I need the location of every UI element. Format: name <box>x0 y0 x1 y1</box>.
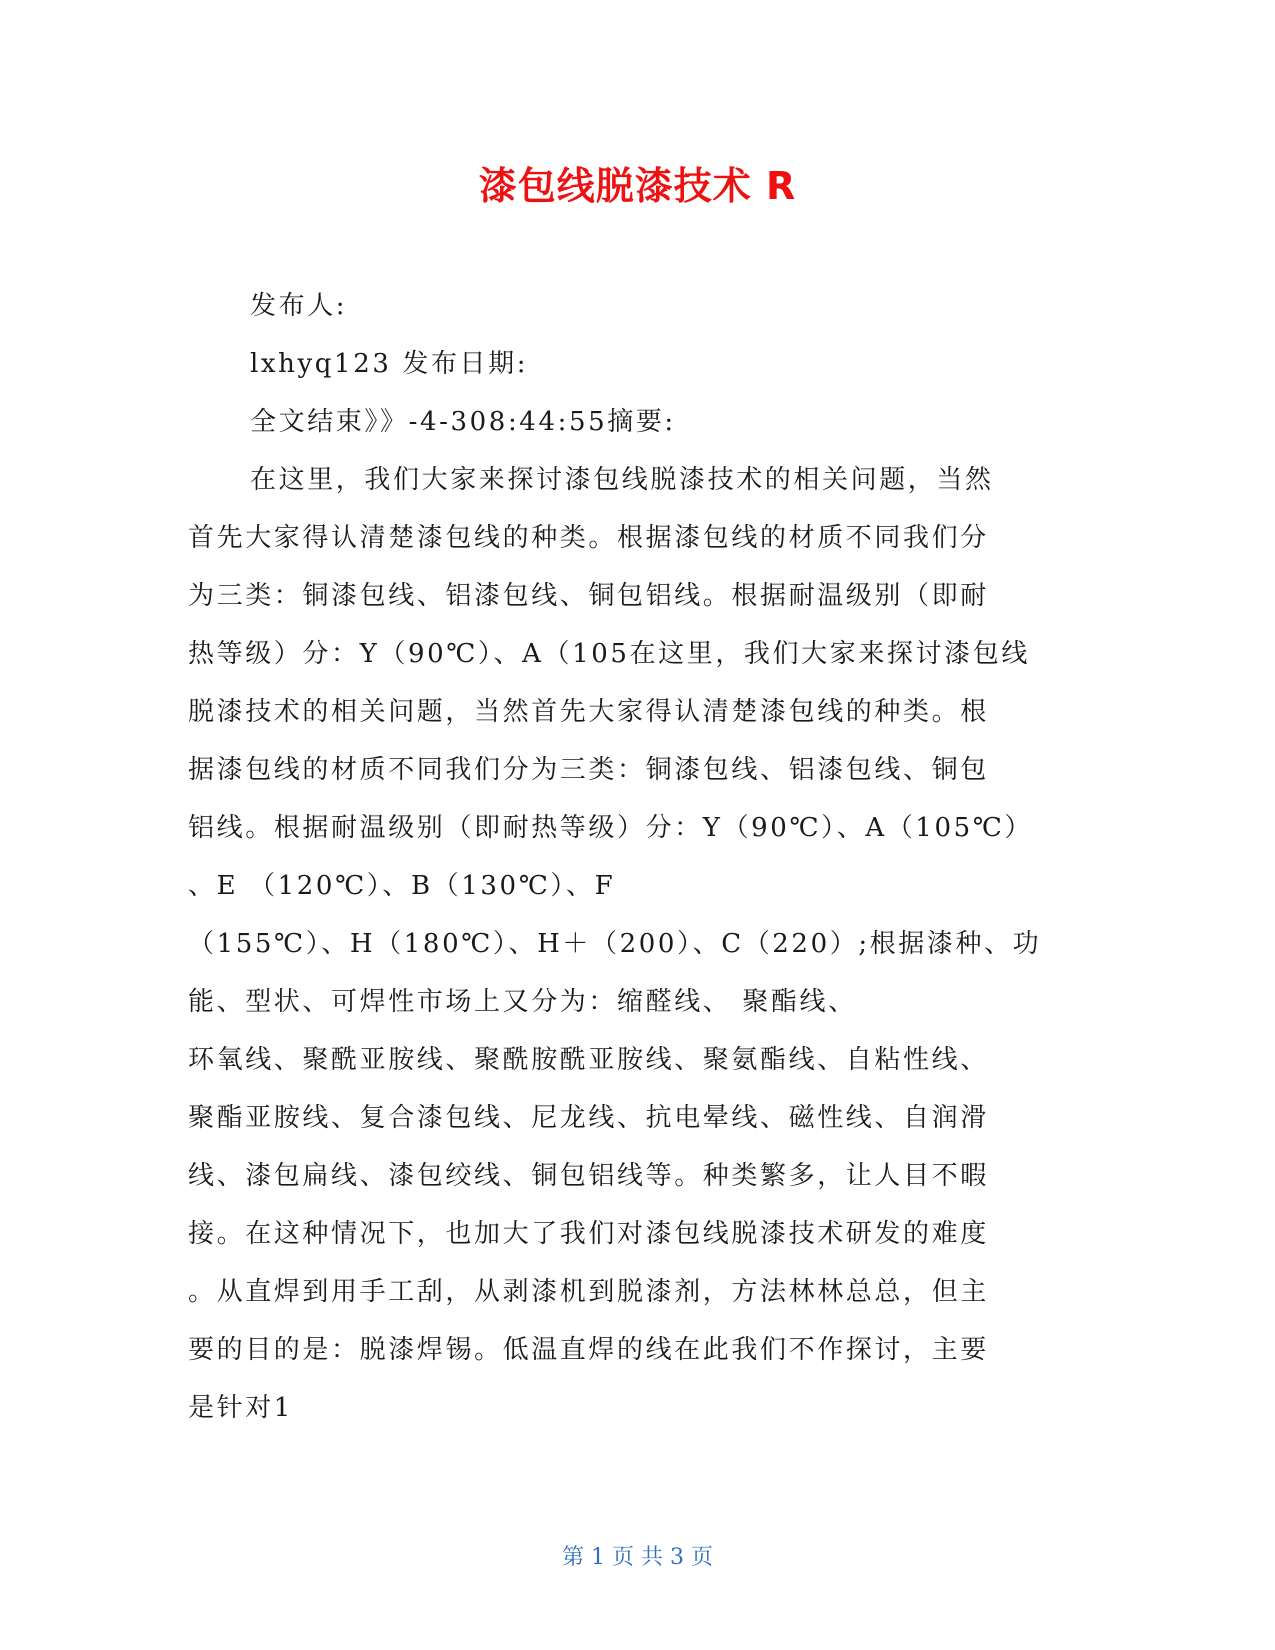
body-line: 接。在这种情况下，也加大了我们对漆包线脱漆技术研发的难度 <box>188 1219 989 1249</box>
body-line: （155℃）、H（180℃）、H＋（200）、C（220）;根据漆种、功 <box>188 929 1042 959</box>
body-line: 是针对1 <box>188 1393 293 1423</box>
body-line: 、E （120℃）、B（130℃）、F <box>188 871 616 901</box>
abstract-label: 全文结束》》-4-308:44:55摘要: <box>250 407 676 437</box>
body-line: 铝线。根据耐温级别（即耐热等级）分：Y（90℃）、A（105℃） <box>188 813 1034 843</box>
body-line: 能、型状、可焊性市场上又分为：缩醛线、 聚酯线、 <box>188 987 857 1017</box>
document-title: 漆包线脱漆技术 R <box>478 164 797 208</box>
body-line: 在这里，我们大家来探讨漆包线脱漆技术的相关问题，当然 <box>250 465 994 495</box>
body-line: 据漆包线的材质不同我们分为三类：铜漆包线、铝漆包线、铜包 <box>188 755 989 785</box>
publish-date-label: lxhyq123 发布日期: <box>250 349 529 379</box>
body-line: 。从直焊到用手工刮，从剥漆机到脱漆剂，方法林林总总，但主 <box>188 1277 989 1307</box>
body-line: 环氧线、聚酰亚胺线、聚酰胺酰亚胺线、聚氨酯线、自粘性线、 <box>188 1045 989 1075</box>
body-line: 热等级）分：Y（90℃）、A（105在这里，我们大家来探讨漆包线 <box>188 639 1030 669</box>
body-line: 为三类：铜漆包线、铝漆包线、铜包铝线。根据耐温级别（即耐 <box>188 581 989 611</box>
page-number: 第 1 页 共 3 页 <box>562 1545 713 1570</box>
body-line: 聚酯亚胺线、复合漆包线、尼龙线、抗电晕线、磁性线、自润滑 <box>188 1103 989 1133</box>
body-line: 线、漆包扁线、漆包绞线、铜包铝线等。种类繁多，让人目不暇 <box>188 1161 989 1191</box>
body-line: 脱漆技术的相关问题，当然首先大家得认清楚漆包线的种类。根 <box>188 697 989 727</box>
body-line: 首先大家得认清楚漆包线的种类。根据漆包线的材质不同我们分 <box>188 523 989 553</box>
publisher-label: 发布人: <box>250 291 348 321</box>
body-line: 要的目的是：脱漆焊锡。低温直焊的线在此我们不作探讨，主要 <box>188 1335 989 1365</box>
